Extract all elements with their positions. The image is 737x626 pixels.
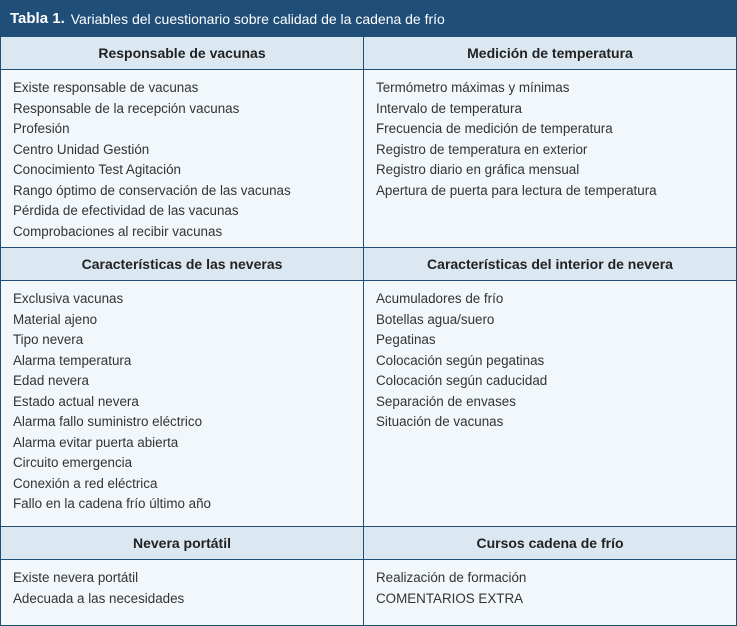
section-items [363, 560, 736, 626]
list-item: Conocimiento Test Agitación [13, 162, 181, 177]
list-item: Existe responsable de vacunas [13, 80, 199, 95]
list-item: Apertura de puerta para lectura de temperatura [376, 182, 657, 198]
list-item: Edad nevera [13, 373, 89, 388]
table-title [1, 1, 736, 36]
section-heading: Nevera portátil [1, 526, 363, 560]
list-item: Termómetro máximas y mínimas [376, 80, 570, 95]
list-item: Pegatinas [376, 332, 436, 347]
list-item: Exclusiva vacunas [13, 291, 124, 306]
list-item: Situación de vacunas [376, 414, 504, 429]
list-item: Botellas agua/suero [376, 311, 495, 327]
section-items [363, 70, 736, 247]
list-item: Colocación según pegatinas [376, 352, 545, 368]
list-item: Alarma temperatura [13, 352, 132, 368]
table-body [1, 36, 736, 626]
list-item: Realización de formación [376, 570, 527, 585]
section-heading: Medición de temperatura [363, 36, 736, 70]
list-item: Acumuladores de frío [376, 291, 504, 306]
list-item: Frecuencia de medición de temperatura [376, 121, 613, 136]
list-item: Colocación según caducidad [376, 373, 548, 388]
list-item: Alarma fallo suministro eléctrico [13, 414, 203, 429]
list-item: Comprobaciones al recibir vacunas [13, 223, 223, 239]
list-item: Alarma evitar puerta abierta [13, 434, 179, 450]
table-number: Tabla 1. [10, 10, 65, 27]
section-heading: Características del interior de nevera [363, 247, 736, 281]
section-heading: Características de las neveras [1, 247, 363, 281]
section-heading: Cursos cadena de frío [363, 526, 736, 560]
list-item: Intervalo de temperatura [376, 100, 522, 116]
list-item: Adecuada a las necesidades [13, 590, 185, 606]
section-heading: Responsable de vacunas [1, 36, 363, 70]
section-items [1, 281, 363, 526]
list-item: Conexión a red eléctrica [13, 475, 158, 491]
list-item: Centro Unidad Gestión [13, 141, 150, 157]
list-item: Separación de envases [376, 393, 516, 409]
list-item: Estado actual nevera [13, 393, 139, 409]
section-items [1, 560, 363, 626]
table-caption: Variables del cuestionario sobre calidad de la cadena de frío [70, 10, 445, 27]
list-item: Fallo en la cadena frío último año [13, 496, 212, 511]
list-item: Rango óptimo de conservación de las vacunas [13, 182, 291, 198]
section-items [363, 281, 736, 526]
list-item: Registro de temperatura en exterior [376, 141, 588, 157]
list-item: COMENTARIOS EXTRA [376, 590, 524, 606]
list-item: Tipo nevera [13, 332, 84, 347]
list-item: Circuito emergencia [13, 455, 133, 470]
list-item: Existe nevera portátil [13, 570, 139, 585]
list-item: Material ajeno [13, 311, 98, 327]
section-items [1, 70, 363, 247]
list-item: Registro diario en gráfica mensual [376, 162, 580, 177]
list-item: Profesión [13, 121, 70, 136]
list-item: Responsable de la recepción vacunas [13, 100, 240, 116]
list-item: Pérdida de efectividad de las vacunas [13, 203, 239, 218]
